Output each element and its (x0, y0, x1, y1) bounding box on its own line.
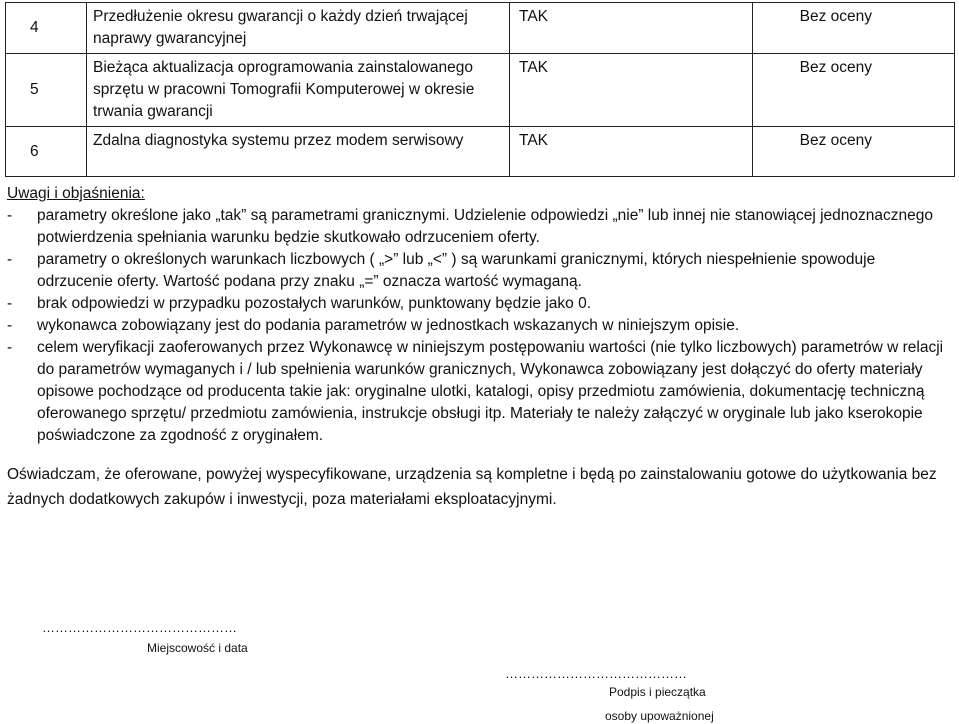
score-value: Bez oceny (799, 59, 872, 76)
row-description: Przedłużenie okresu gwarancji o każdy dzień trwającej naprawy gwarancyjnej (87, 3, 510, 54)
note-text: parametry określone jako „tak” są parametrami granicznymi. Udzielenie odpowiedzi „nie” lub innej nie stanowiącej jednoznacznego potwierdzenia spełniania warunku będzie skutkowało odrzuceniem oferty. (37, 207, 934, 246)
note-text: brak odpowiedzi w przypadku pozostałych warunków, punktowany będzie jako 0. (37, 295, 592, 312)
score-value: Bez oceny (799, 132, 872, 149)
note-text: celem weryfikacji zaoferowanych przez Wykonawcę w niniejszym postępowaniu wartości (nie tylko liczbowych) parametrów w relacji do parametrów wymaganych i / lub spełnienia warunków granicznych, Wykonawca zobowiązany jest dołączyć do oferty materiały opisowe pochodzące od producenta takie jak: oryginalne ulotki, katalogi, opisy przedmiotu zamówienia, dokumentację techniczną oferowanego sprzętu/ przedmiotu zamówienia, instrukcje obsługi itp. Materiały te należy załączyć w oryginale lub jako kserokopie poświadczone za zgodność z oryginałem. (37, 339, 944, 444)
score-value: Bez oceny (799, 8, 872, 25)
signature-line: …………………………………… (505, 666, 687, 681)
note-item (7, 205, 947, 249)
requirement-value: TAK (519, 132, 548, 149)
table-row (6, 54, 955, 127)
declaration-text: Oświadczam, że oferowane, powyżej wyspecyfikowane, urządzenia są kompletne i będą po zainstalowaniu gotowe do użytkowania bez żadnych dodatkowych zakupów i inwestycji, poza materiałami eksploatacyjnymi. (7, 466, 937, 508)
note-dash: - (7, 317, 13, 334)
row-number: 6 (6, 127, 87, 177)
table-row (6, 127, 955, 177)
place-date-signature (42, 620, 342, 656)
note-text: parametry o określonych warunkach liczbowych ( „>” lub „<” ) są warunkami granicznymi, których niespełnienie spowoduje odrzucenie oferty. Wartość podana przy znaku „=” oznacza wartość wymaganą. (37, 251, 876, 290)
signature-label-line1: Podpis i pieczątka (609, 685, 706, 699)
note-dash: - (7, 295, 13, 312)
signature-label-line2: osoby upoważnionej (605, 709, 714, 723)
row-description: Zdalna diagnostyka systemu przez modem serwisowy (87, 127, 510, 177)
row-requirement (510, 3, 753, 54)
note-item (7, 293, 947, 315)
row-requirement (510, 127, 753, 177)
authorized-signature (505, 666, 805, 724)
row-description: Bieżąca aktualizacja oprogramowania zainstalowanego sprzętu w pracowni Tomografii Komputerowej w okresie trwania gwarancji (87, 54, 510, 127)
row-number: 5 (6, 54, 87, 127)
row-requirement (510, 54, 753, 127)
note-item (7, 315, 947, 337)
note-dash: - (7, 251, 13, 268)
place-date-line: ……………………………………… (42, 620, 237, 635)
requirement-value: TAK (519, 8, 548, 25)
spec-table (5, 2, 955, 177)
note-dash: - (7, 207, 13, 224)
row-score (753, 3, 955, 54)
row-score (753, 54, 955, 127)
place-date-label: Miejscowość i data (147, 641, 248, 655)
note-item (7, 337, 947, 447)
requirement-value: TAK (519, 59, 548, 76)
note-dash: - (7, 339, 13, 356)
note-item (7, 249, 947, 293)
row-score (753, 127, 955, 177)
note-text: wykonawca zobowiązany jest do podania parametrów w jednostkach wskazanych w niniejszym opisie. (37, 317, 740, 334)
row-number: 4 (6, 3, 87, 54)
table-row (6, 3, 955, 54)
notes-heading: Uwagi i objaśnienia: (7, 185, 145, 202)
notes-section (7, 183, 947, 447)
